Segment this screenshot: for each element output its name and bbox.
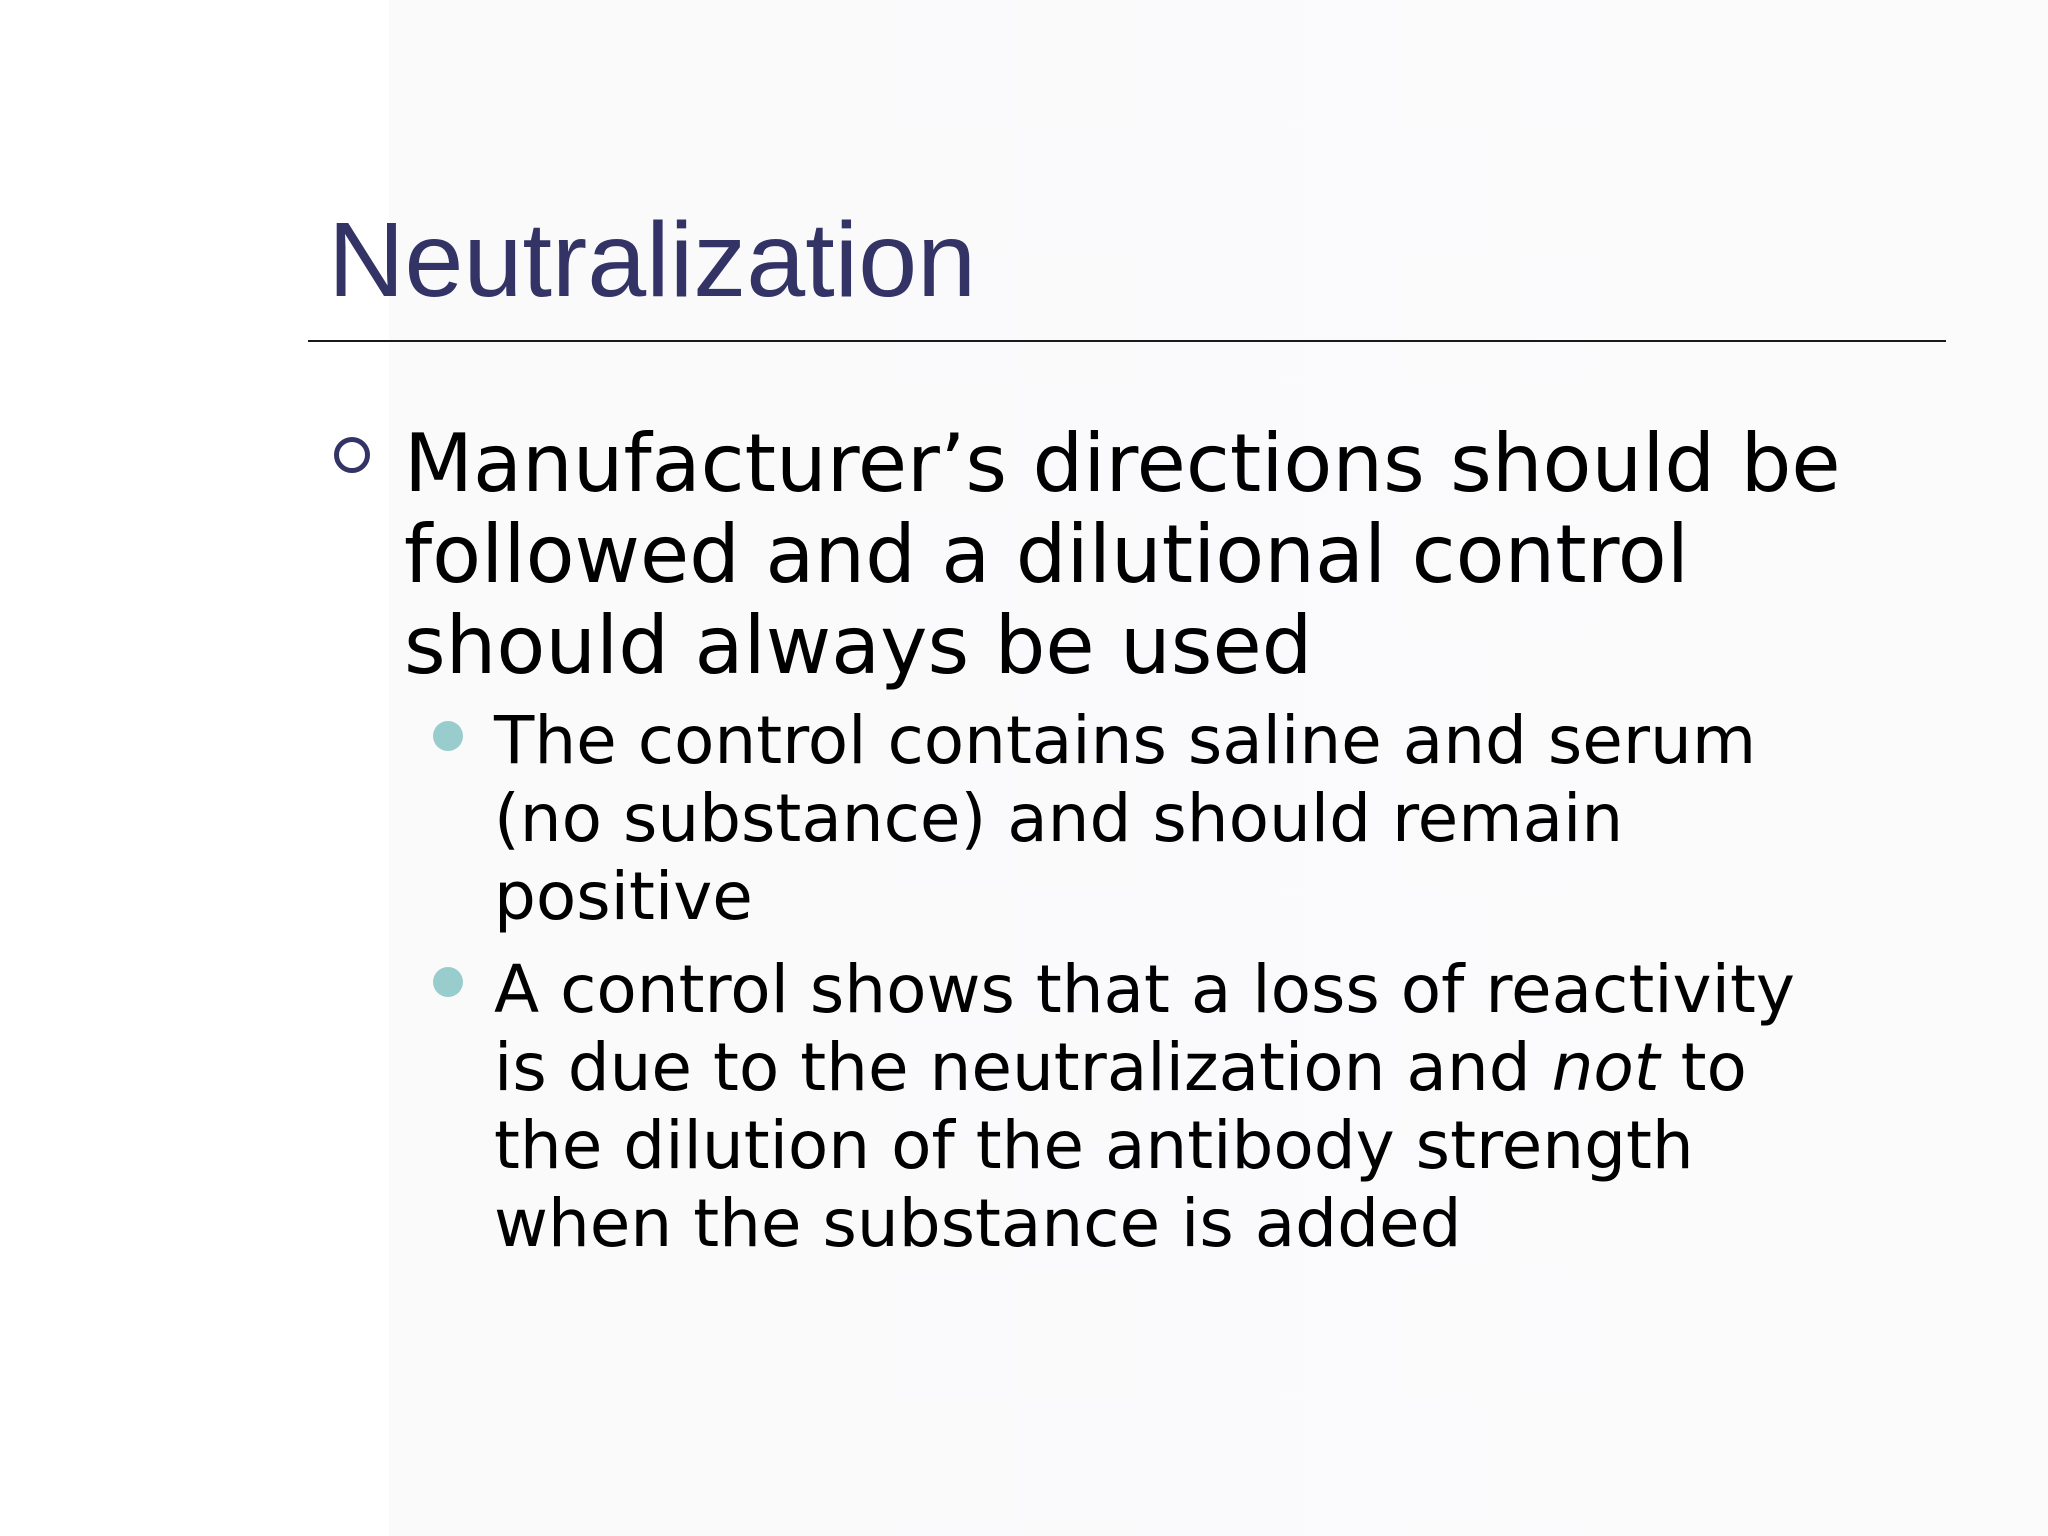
- title-divider: [308, 340, 1946, 342]
- bullet-item: [404, 418, 1984, 691]
- sub-bullet-text-segment: is due to the neutralization and: [494, 1029, 1531, 1106]
- sub-bullet-item: [494, 951, 1974, 1263]
- sub-bullet-text-line: positive: [494, 858, 753, 935]
- sub-bullet-text-line: the dilution of the antibody strength: [494, 1107, 1694, 1184]
- hollow-circle-bullet-icon: [334, 437, 370, 473]
- sub-bullet-text-segment: to: [1659, 1029, 1747, 1106]
- emphasis-text: not: [1551, 1029, 1660, 1106]
- sub-bullet-item: [494, 702, 1974, 936]
- sub-bullet-text-line: (no substance) and should remain: [494, 780, 1624, 857]
- sub-bullet-text-line: [494, 1029, 1974, 1107]
- filled-dot-bullet-icon: [433, 721, 463, 751]
- bullet-text-line: should always be used: [404, 599, 1313, 692]
- sub-bullet-text-line: when the substance is added: [494, 1185, 1462, 1262]
- sub-bullet-text-line: A control shows that a loss of reactivity: [494, 951, 1795, 1028]
- bullet-text-line: followed and a dilutional control: [404, 508, 1689, 601]
- sub-bullet-text-line: The control contains saline and serum: [494, 702, 1757, 779]
- bullet-text-line: Manufacturer’s directions should be: [404, 417, 1841, 510]
- filled-dot-bullet-icon: [433, 967, 463, 997]
- slide-title: Neutralization: [328, 201, 977, 319]
